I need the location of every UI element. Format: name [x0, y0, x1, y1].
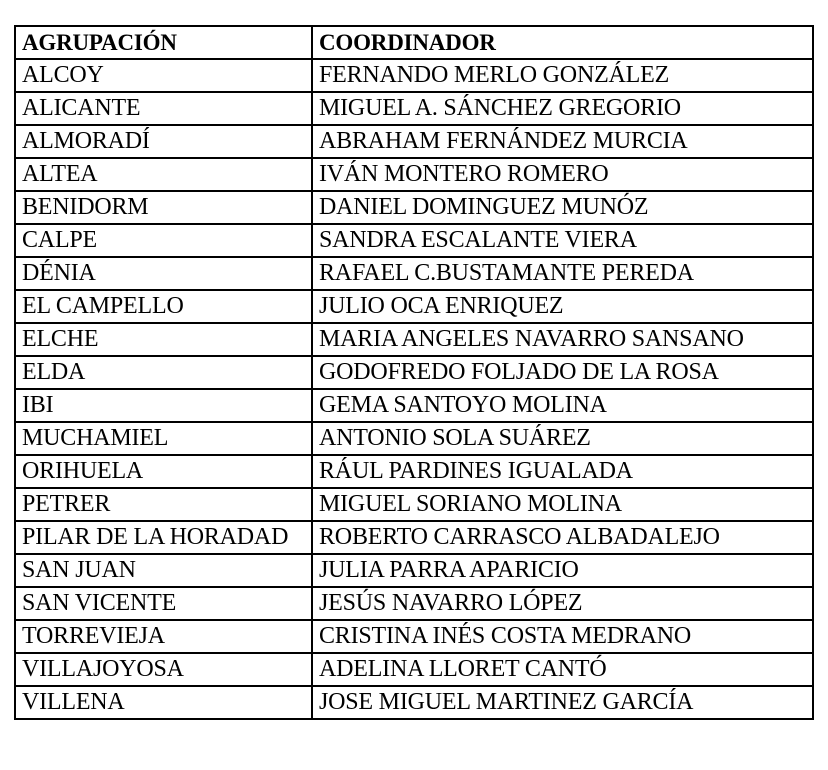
table-row — [15, 257, 813, 290]
cell-coordinador: DANIEL DOMINGUEZ MUNÓZ — [312, 191, 813, 224]
cell-coordinador: JESÚS NAVARRO LÓPEZ — [312, 587, 813, 620]
table-header-row — [15, 26, 813, 59]
table-row — [15, 554, 813, 587]
cell-agrupacion: EL CAMPELLO — [15, 290, 312, 323]
cell-agrupacion: PILAR DE LA HORADAD — [15, 521, 312, 554]
table-body — [15, 59, 813, 719]
cell-agrupacion: VILLAJOYOSA — [15, 653, 312, 686]
table-row — [15, 455, 813, 488]
header-coordinador: COORDINADOR — [312, 26, 813, 59]
cell-agrupacion: ALTEA — [15, 158, 312, 191]
table-row — [15, 125, 813, 158]
table-row — [15, 92, 813, 125]
table-row — [15, 521, 813, 554]
table-row — [15, 290, 813, 323]
cell-agrupacion: IBI — [15, 389, 312, 422]
coordinators-table — [14, 25, 814, 720]
table-row — [15, 224, 813, 257]
table-row — [15, 686, 813, 719]
cell-coordinador: GEMA SANTOYO MOLINA — [312, 389, 813, 422]
cell-agrupacion: SAN VICENTE — [15, 587, 312, 620]
cell-agrupacion: PETRER — [15, 488, 312, 521]
cell-coordinador: JULIO OCA ENRIQUEZ — [312, 290, 813, 323]
table-row — [15, 191, 813, 224]
cell-agrupacion: MUCHAMIEL — [15, 422, 312, 455]
table-row — [15, 653, 813, 686]
cell-coordinador: MARIA ANGELES NAVARRO SANSANO — [312, 323, 813, 356]
table-row — [15, 422, 813, 455]
cell-agrupacion: BENIDORM — [15, 191, 312, 224]
cell-coordinador: GODOFREDO FOLJADO DE LA ROSA — [312, 356, 813, 389]
table-row — [15, 356, 813, 389]
cell-coordinador: RAFAEL C.BUSTAMANTE PEREDA — [312, 257, 813, 290]
cell-coordinador: ADELINA LLORET CANTÓ — [312, 653, 813, 686]
table-row — [15, 323, 813, 356]
cell-agrupacion: ALICANTE — [15, 92, 312, 125]
cell-coordinador: MIGUEL A. SÁNCHEZ GREGORIO — [312, 92, 813, 125]
cell-coordinador: SANDRA ESCALANTE VIERA — [312, 224, 813, 257]
table-row — [15, 488, 813, 521]
cell-coordinador: RÁUL PARDINES IGUALADA — [312, 455, 813, 488]
cell-coordinador: JOSE MIGUEL MARTINEZ GARCÍA — [312, 686, 813, 719]
cell-coordinador: JULIA PARRA APARICIO — [312, 554, 813, 587]
cell-agrupacion: TORREVIEJA — [15, 620, 312, 653]
table-row — [15, 389, 813, 422]
cell-agrupacion: CALPE — [15, 224, 312, 257]
table-row — [15, 59, 813, 92]
document-sheet — [14, 25, 814, 720]
cell-coordinador: ANTONIO SOLA SUÁREZ — [312, 422, 813, 455]
cell-agrupacion: VILLENA — [15, 686, 312, 719]
table-row — [15, 620, 813, 653]
cell-coordinador: IVÁN MONTERO ROMERO — [312, 158, 813, 191]
cell-coordinador: MIGUEL SORIANO MOLINA — [312, 488, 813, 521]
table-row — [15, 587, 813, 620]
cell-agrupacion: SAN JUAN — [15, 554, 312, 587]
cell-agrupacion: DÉNIA — [15, 257, 312, 290]
cell-agrupacion: ALMORADÍ — [15, 125, 312, 158]
cell-coordinador: CRISTINA INÉS COSTA MEDRANO — [312, 620, 813, 653]
cell-coordinador: FERNANDO MERLO GONZÁLEZ — [312, 59, 813, 92]
header-agrupacion: AGRUPACIÓN — [15, 26, 312, 59]
cell-coordinador: ROBERTO CARRASCO ALBADALEJO — [312, 521, 813, 554]
cell-agrupacion: ALCOY — [15, 59, 312, 92]
cell-agrupacion: ELDA — [15, 356, 312, 389]
cell-agrupacion: ORIHUELA — [15, 455, 312, 488]
table-row — [15, 158, 813, 191]
cell-coordinador: ABRAHAM FERNÁNDEZ MURCIA — [312, 125, 813, 158]
cell-agrupacion: ELCHE — [15, 323, 312, 356]
